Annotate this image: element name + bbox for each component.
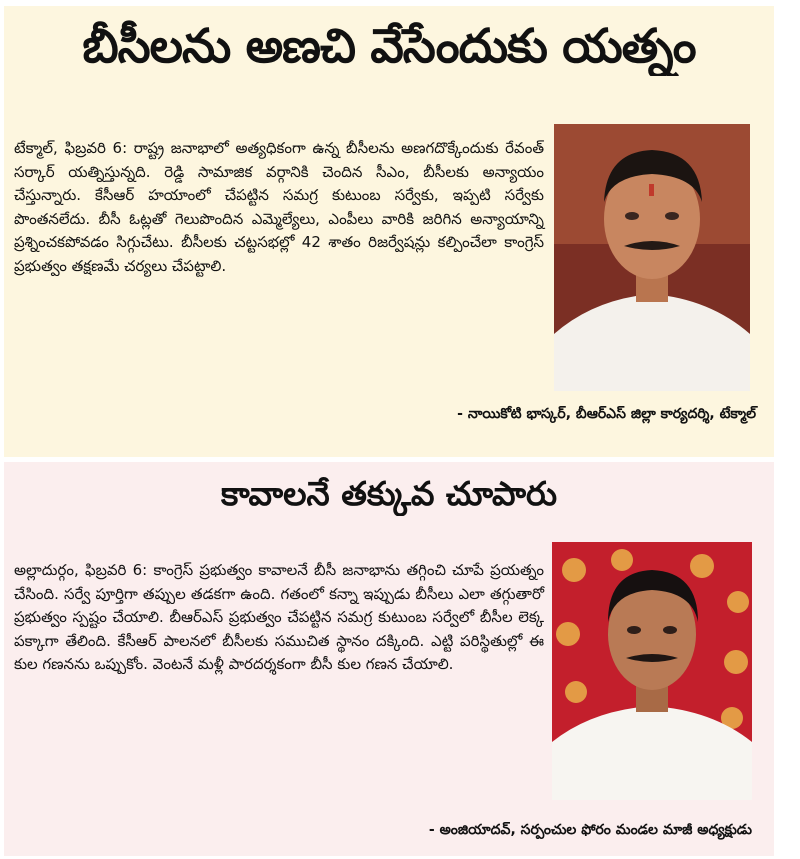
article-bc-suppression [4,6,774,457]
portrait-man-white-shirt [554,124,750,391]
portrait-photo [552,542,752,800]
article-headline: బీసీలను అణచి వేసేందుకు యత్నం [82,19,696,74]
article-headline: కావాలనే తక్కువ చూపారు [220,474,558,513]
article-byline: - నాయికోటి భాస్కర్, బీఆర్ఎస్ జిల్లా కార్యదర్శి, టేక్మాల్ [457,406,756,422]
portrait-man-red-curtain [552,542,752,800]
portrait-photo [554,124,750,391]
article-body: అల్లాదుర్గం, ఫిబ్రవరి 6: కాంగ్రెస్ ప్రభుత్వం కావాలనే బీసీ జనాభాను తగ్గించి చూపే ప్రయత్నం చేసింది. సర్వే పూర్తిగా తప్పుల తడకగా ఉంది. గతంలో కన్నా ఇప్పుడు బీసీలు ఎలా తగ్గుతారో ప్రభుత్వం స్పష్టం చేయాలి. బీఆర్ఎస్ ప్రభుత్వం చేపట్టిన సమగ్ర కుటుంబ సర్వేలో బీసీల లెక్క పక్కాగా తేలింది. కేసీఆర్ పాలనలో బీసీలకు సముచిత స్థానం దక్కింది. ఎట్టి పరిస్థితుల్లో ఈ కుల గణనను ఒప్పుకోం. వెంటనే మళ్లీ పారదర్శకంగా బీసీ కుల గణన చేయాలి. [14,561,544,673]
article-body: టేక్మాల్, ఫిబ్రవరి 6: రాష్ట్ర జనాభాలో అత్యధికంగా ఉన్న బీసీలను అణగదొక్కేందుకు రేవంత్ సర్కార్ యత్నిస్తున్నది. రెడ్డి సామాజిక వర్గానికి చెందిన సీఎం, బీసీలకు అన్యాయం చేస్తున్నారు. కేసీఆర్ హయాంలో చేపట్టిన సమగ్ర కుటుంబ సర్వేకు, ఇప్పటి సర్వేకు పొంతనలేదు. బీసీ ఓట్లతో గెలుపొందిన ఎమ్మెల్యేలు, ఎంపీలు వారికి జరిగిన అన్యాయాన్ని ప్రశ్నించకపోవడం సిగ్గుచేటు. బీసీలకు చట్టసభల్లో 42 శాతం రిజర్వేషన్లు కల్పించేలా కాంగ్రెస్ ప్రభుత్వం తక్షణమే చర్యలు చేపట్టాలి. [14,139,544,275]
article-byline: - అంజియాదవ్, సర్పంచుల ఫోరం మండల మాజీ అధ్యక్షుడు [428,822,752,838]
article-shown-less [4,462,774,856]
